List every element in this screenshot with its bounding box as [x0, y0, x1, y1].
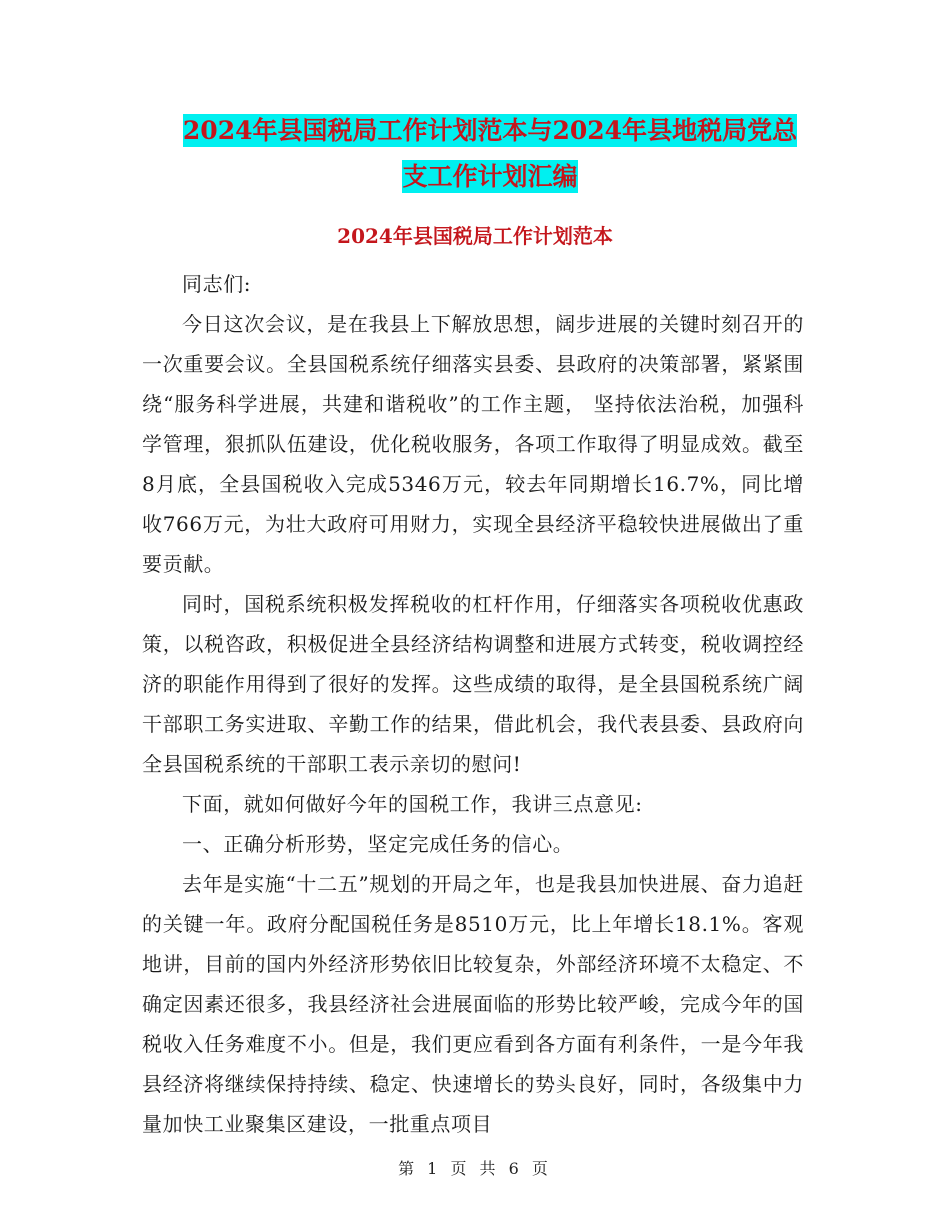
document-body	[142, 264, 804, 1144]
paragraph: 下面，就如何做好今年的国税工作，我讲三点意见:	[182, 792, 643, 816]
paragraph: 去年是实施“十二五”规划的开局之年，也是我县加快进展、奋力追赶的关键一年。政府分配国税任务是8510万元，比上年增长18.1%。客观地讲，目前的国内外经济形势依旧比较复杂，外部经济环境不太稳定、不确定因素还很多，我县经济社会进展面临的形势比较严峻，完成今年的国税收入任务难度不小。但是，我们更应看到各方面有利条件，一是今年我县经济将继续保持持续、稳定、快速增长的势头良好，同时，各级集中力量加快工业聚集区建设，一批重点项目	[142, 872, 804, 1136]
page-footer: 第 1 页 共 6 页	[398, 1159, 552, 1178]
paragraph-salutation: 同志们:	[182, 272, 252, 296]
document-title-line-2: 支工作计划汇编	[402, 162, 578, 191]
paragraph-heading: 一、正确分析形势，坚定完成任务的信心。	[182, 832, 574, 856]
document-title-line-1: 2024年县国税局工作计划范本与2024年县地税局党总	[182, 116, 798, 145]
paragraph: 今日这次会议，是在我县上下解放思想，阔步进展的关键时刻召开的一次重要会议。全县国税系统仔细落实县委、县政府的决策部署，紧紧围绕“服务科学进展，共建和谐税收”的工作主题， 坚持依法治税，加强科学管理，狠抓队伍建设，优化税收服务，各项工作取得了明显成效。截至8月底，全县国税收入完成5346万元，较去年同期增长16.7%，同比增收766万元，为壮大政府可用财力，实现全县经济平稳较快进展做出了重要贡献。	[142, 312, 804, 576]
section-title: 2024年县国税局工作计划范本	[337, 224, 613, 248]
document-title	[150, 108, 830, 200]
paragraph: 同时，国税系统积极发挥税收的杠杆作用，仔细落实各项税收优惠政策，以税咨政，积极促进全县经济结构调整和进展方式转变，税收调控经济的职能作用得到了很好的发挥。这些成绩的取得，是全县国税系统广阔干部职工务实进取、辛勤工作的结果，借此机会，我代表县委、县政府向全县国税系统的干部职工表示亲切的慰问!	[142, 592, 804, 776]
